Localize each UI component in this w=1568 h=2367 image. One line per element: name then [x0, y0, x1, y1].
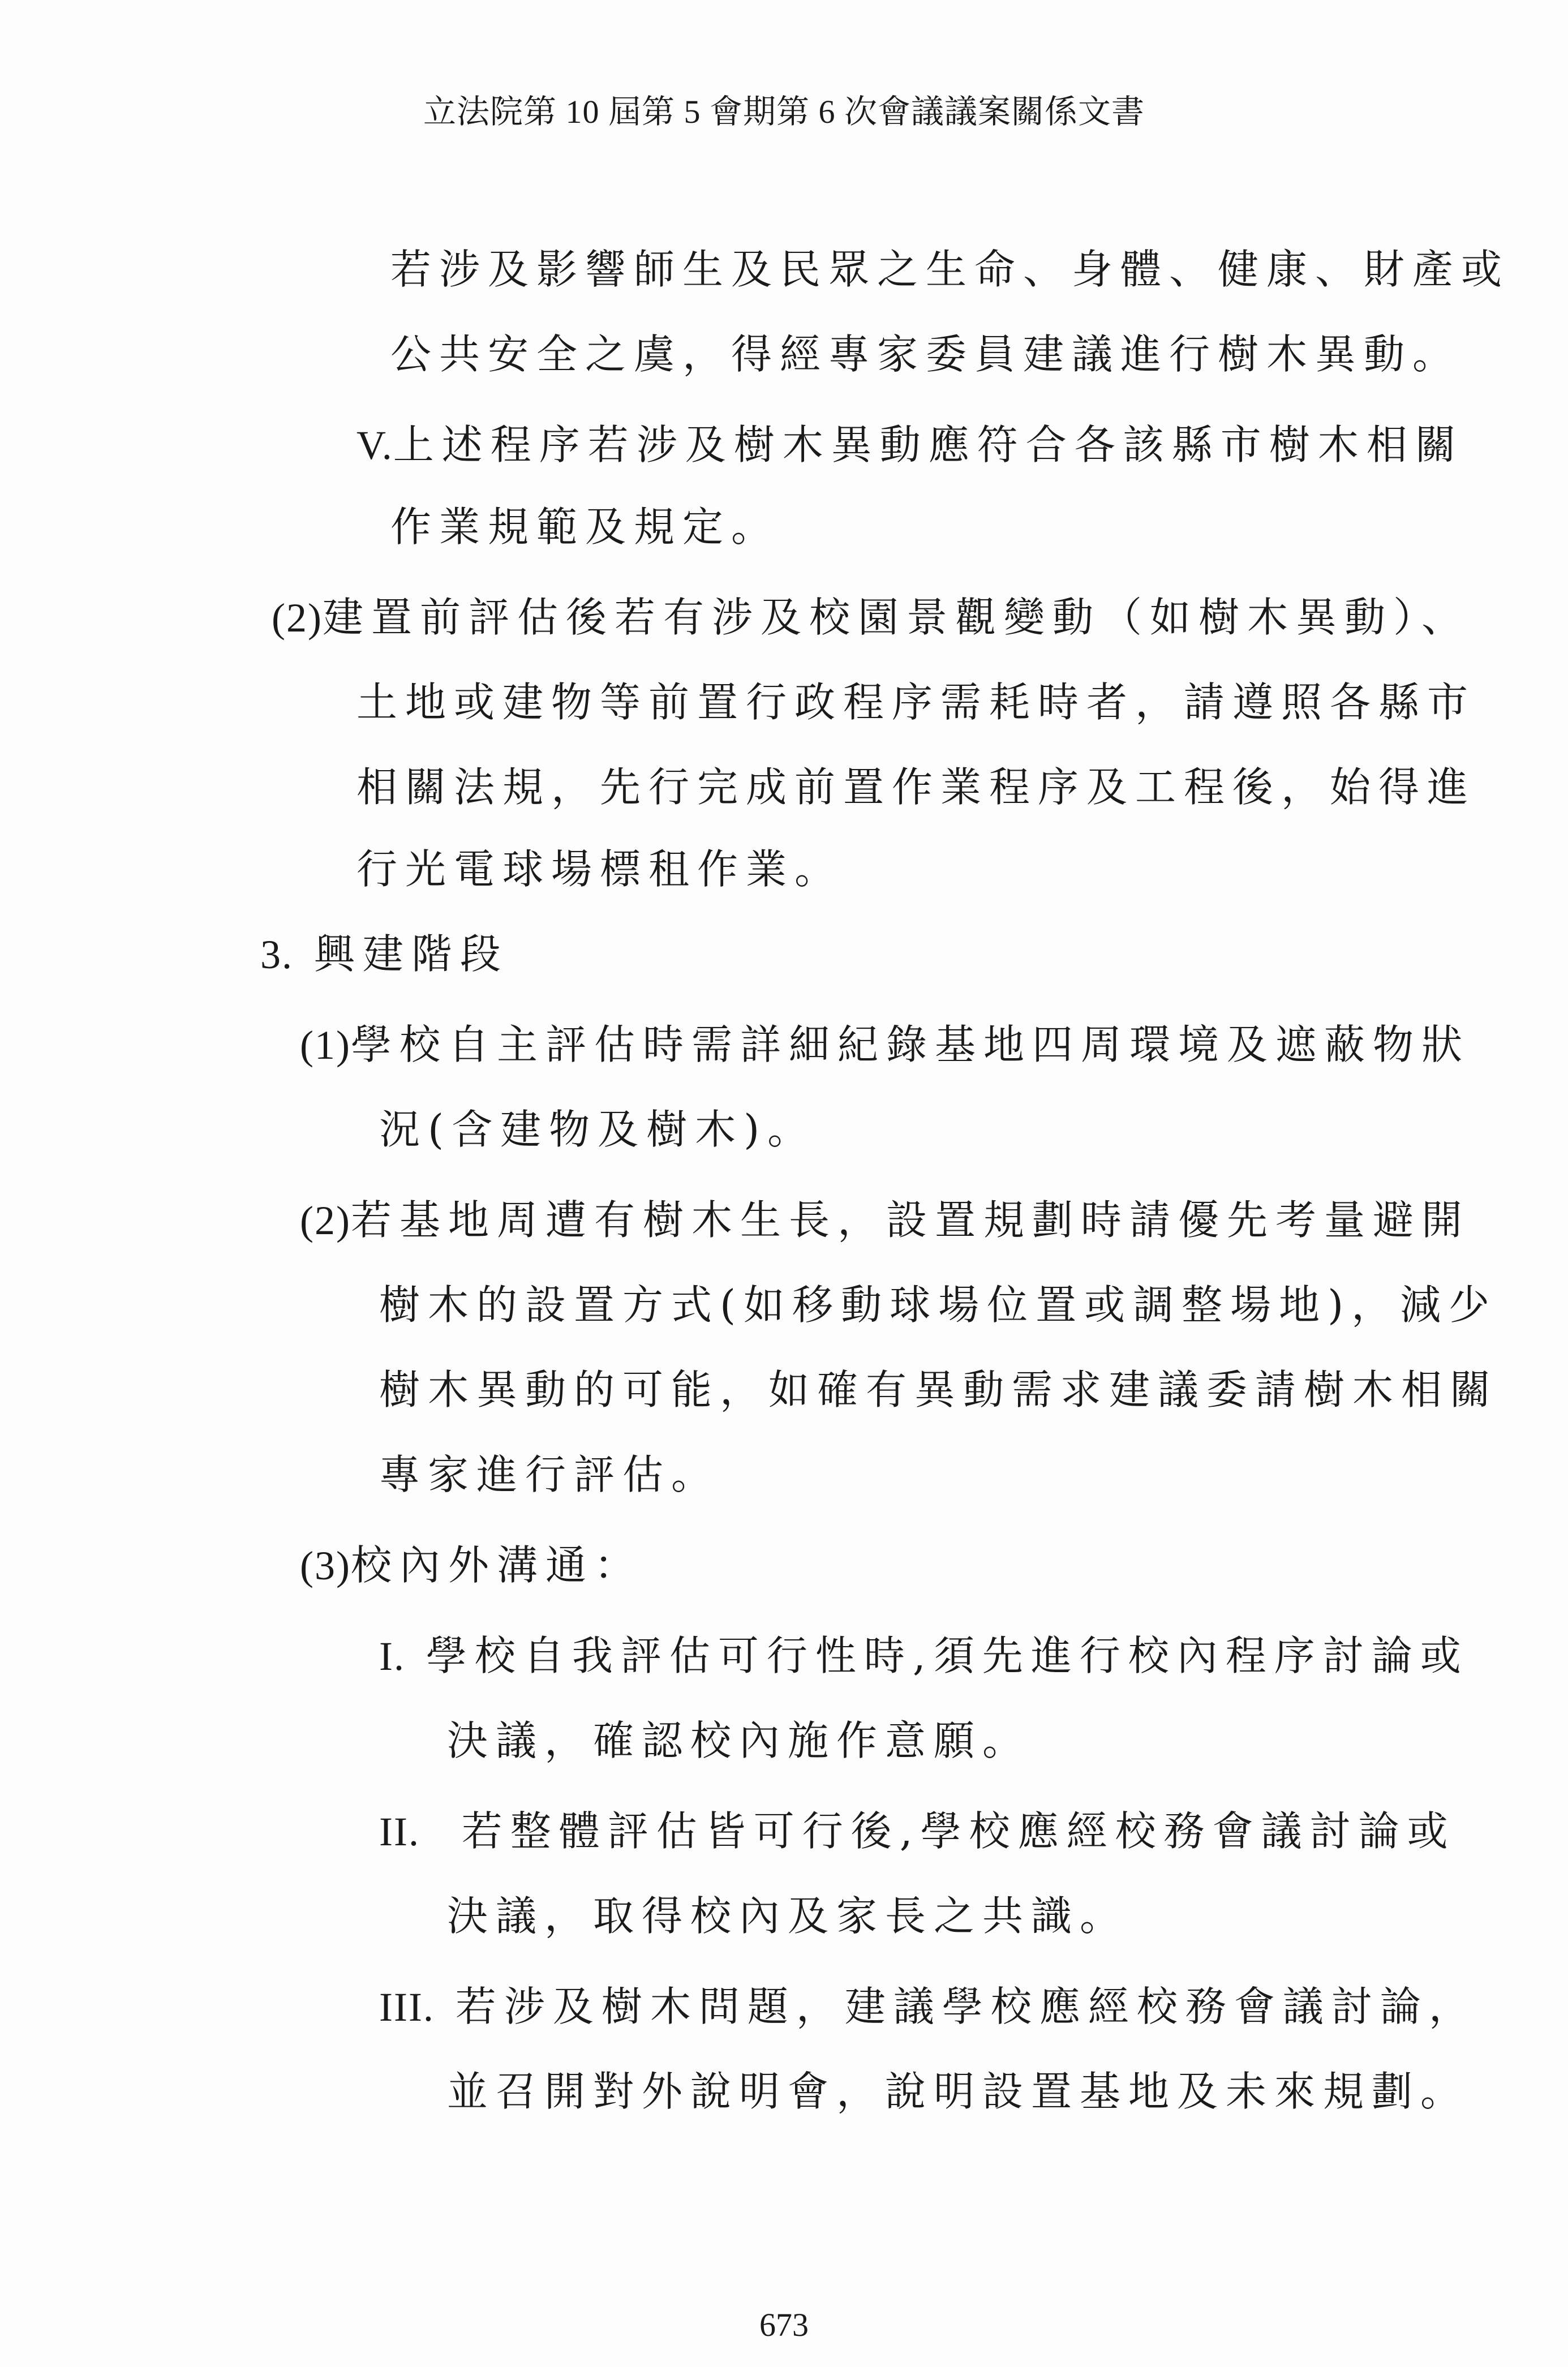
list-marker: II.	[379, 1809, 420, 1854]
line-text: 若涉及影響師生及民眾之生命、身體、健康、財產或	[390, 246, 1510, 293]
body-line	[356, 845, 844, 893]
page-number: 673	[759, 2306, 809, 2343]
list-marker: V.	[356, 423, 393, 468]
line-text: 上述程序若涉及樹木異動應符合各該縣市樹木相關	[393, 421, 1464, 469]
body-line	[390, 330, 1462, 378]
page-header: 立法院第 10 屆第 5 會期第 6 次會議議案關係文書	[423, 93, 1145, 130]
line-text: 興建階段	[313, 930, 509, 978]
line-text: 相關法規，先行完成前置作業程序及工程後，始得進	[356, 763, 1476, 811]
list-item-roman-i	[379, 1632, 1469, 1679]
list-item-1	[300, 1021, 1470, 1068]
list-marker: (3)	[300, 1543, 351, 1588]
line-text: 並召開對外說明會，說明設置基地及未來規劃。	[447, 2068, 1470, 2115]
line-text: 決議，確認校內施作意願。	[447, 1717, 1032, 1764]
body-line	[390, 246, 1510, 293]
line-text: 若整體評估皆可行後,學校應經校務會議討論或	[461, 1807, 1456, 1855]
section-heading	[260, 930, 509, 978]
list-marker: 3.	[260, 932, 293, 977]
body-line	[447, 2068, 1470, 2115]
list-item-roman-ii	[379, 1807, 1456, 1855]
line-text: 專家進行評估。	[379, 1451, 720, 1498]
list-marker: (2)	[300, 1198, 351, 1243]
line-text: 校內外溝通：	[350, 1541, 643, 1589]
list-item-roman-iii	[379, 1983, 1477, 2030]
list-marker: III.	[379, 1984, 435, 2030]
line-text: 樹木異動的可能，如確有異動需求建議委請樹木相關	[379, 1366, 1499, 1414]
body-line	[390, 503, 780, 551]
body-line	[447, 1892, 1129, 1940]
line-text: 決議，取得校內及家長之共識。	[447, 1892, 1129, 1940]
line-text: 行光電球場標租作業。	[356, 845, 844, 893]
list-marker: I.	[379, 1634, 405, 1679]
line-text: 土地或建物等前置行政程序需耗時者，請遵照各縣市	[356, 678, 1476, 726]
body-line	[379, 1281, 1498, 1329]
list-item-2	[300, 1196, 1470, 1244]
body-line	[379, 1451, 720, 1498]
line-text: 學校自主評估時需詳細紀錄基地四周環境及遮蔽物狀	[350, 1021, 1470, 1068]
body-line	[356, 678, 1476, 726]
line-text: 公共安全之虞，得經專家委員建議進行樹木異動。	[390, 330, 1462, 378]
body-line	[356, 763, 1476, 811]
body-line	[447, 1717, 1032, 1764]
list-marker: (1)	[300, 1023, 351, 1068]
body-line	[379, 1366, 1499, 1414]
line-text: 況(含建物及樹木)。	[379, 1106, 817, 1153]
list-item-roman-v	[356, 421, 1464, 469]
line-text: 樹木的設置方式(如移動球場位置或調整場地)，減少	[379, 1281, 1498, 1329]
line-text: 若涉及樹木問題，建議學校應經校務會議討論，	[455, 1983, 1477, 2030]
list-item-3	[300, 1541, 643, 1589]
body-line	[379, 1106, 817, 1153]
line-text: 建置前評估後若有涉及校園景觀變動（如樹木異動）、	[322, 594, 1470, 641]
line-text: 學校自我評估可行性時,須先進行校內程序討論或	[426, 1632, 1469, 1679]
list-item-2	[272, 594, 1470, 641]
list-marker: (2)	[272, 595, 323, 641]
line-text: 作業規範及規定。	[390, 503, 780, 551]
line-text: 若基地周遭有樹木生長，設置規劃時請優先考量避開	[350, 1196, 1470, 1244]
